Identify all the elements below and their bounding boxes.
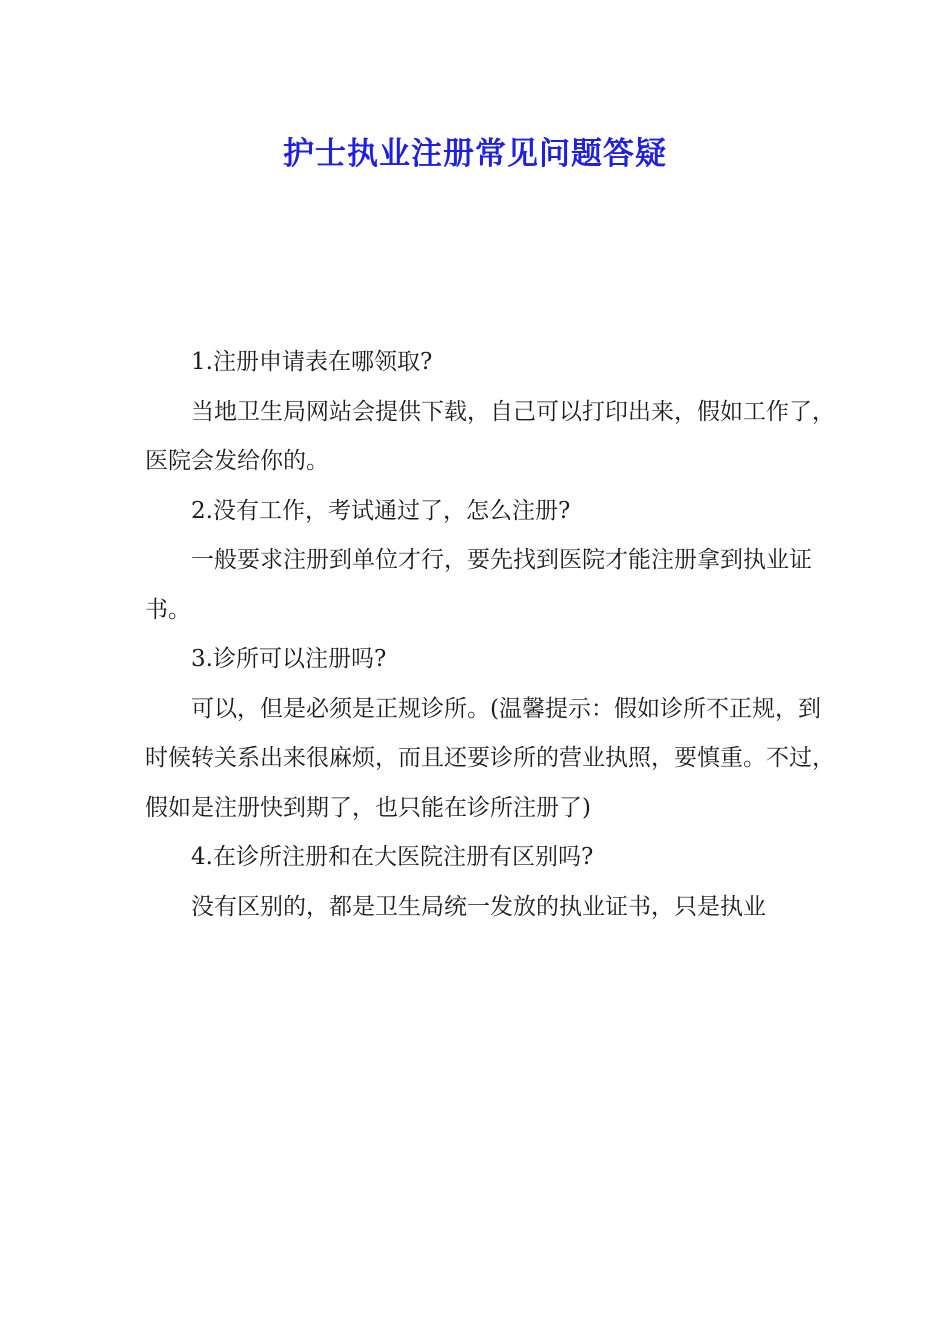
answer-1: 当地卫生局网站会提供下载，自己可以打印出来，假如工作了，医院会发给你的。 xyxy=(145,398,835,474)
answer-3: 可以，但是必须是正规诊所。(温馨提示：假如诊所不正规，到时候转关系出来很麻烦，而且还要诊所的营业执照，要慎重。不过，假如是注册快到期了，也只能在诊所注册了) xyxy=(145,695,835,821)
question-4: 4.在诊所注册和在大医院注册有区别吗? xyxy=(191,844,594,870)
answer-4: 没有区别的，都是卫生局统一发放的执业证书，只是执业 xyxy=(191,893,766,920)
document-title: 护士执业注册常见问题答疑 xyxy=(283,136,667,172)
document-body xyxy=(145,338,835,932)
question-2: 2.没有工作，考试通过了，怎么注册? xyxy=(191,497,571,524)
question-1: 1.注册申请表在哪领取? xyxy=(191,349,433,375)
question-3: 3.诊所可以注册吗? xyxy=(191,646,387,672)
answer-2: 一般要求注册到单位才行，要先找到医院才能注册拿到执业证书。 xyxy=(145,547,812,623)
